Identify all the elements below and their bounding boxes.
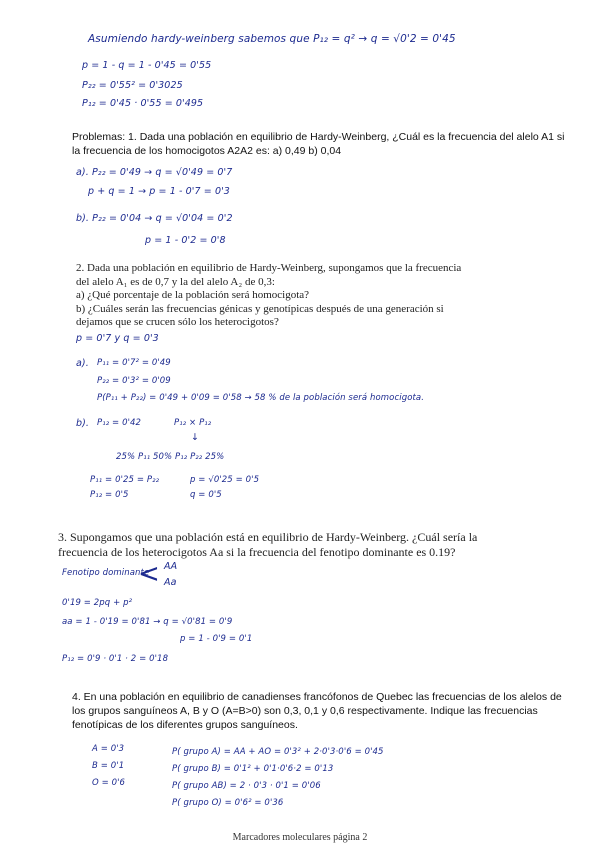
- problem-4-line-3: fenotípicas de los diferentes grupos sanguíneos.: [72, 719, 298, 731]
- problem-2-b-cross: P₁₂ × P₁₂: [174, 418, 212, 428]
- problem-3-statement: [58, 530, 477, 560]
- page-footer: Marcadores moleculares página 2: [232, 832, 368, 843]
- problem-4-allele-B: B = 0'1: [92, 761, 125, 771]
- problem-3-line-1: 3. Supongamos que una población está en equilibrio de Hardy-Weinberg. ¿Cuál sería la: [58, 530, 478, 544]
- problem-1-a-line-2: p + q = 1 → p = 1 - 0'7 = 0'3: [88, 186, 230, 197]
- problem-2-line-1: 2. Dada una población en equilibrio de Hardy-Weinberg, supongamos que la frecuencia: [76, 262, 462, 274]
- problem-3-fenotipo: Fenotipo dominante: [62, 568, 150, 578]
- problem-2-b-right-1: p = √0'25 = 0'5: [190, 475, 260, 485]
- problem-2-b-left-1: P₁₁ = 0'25 = P₂₂: [90, 475, 160, 485]
- problem-2-given: p = 0'7 y q = 0'3: [76, 333, 159, 344]
- problem-2-a-line-3: P(P₁₁ + P₂₂) = 0'49 + 0'09 = 0'58 → 58 % de la población será homocigota.: [97, 393, 425, 403]
- problem-2-a-label: a).: [76, 358, 89, 369]
- problem-2-a-line-1: P₁₁ = 0'7² = 0'49: [97, 358, 171, 368]
- problem-2-a-line-2: P₂₂ = 0'3² = 0'09: [97, 376, 171, 386]
- problem-4-statement: [72, 690, 562, 732]
- problem-2-line-2: del alelo A₁ es de 0,7 y la del alelo A₂ de 0,3:: [76, 275, 275, 288]
- problem-2-b-right-2: q = 0'5: [190, 490, 222, 500]
- problem-2-line-3: a) ¿Qué porcentaje de la población será homocigota?: [76, 289, 310, 301]
- problem-1-b-line-1: b). P₂₂ = 0'04 → q = √0'04 = 0'2: [76, 213, 233, 224]
- problem-3-line-2: frecuencia de los heterocigotos Aa si la frecuencia del fenotipo dominante es 0.19?: [58, 545, 456, 559]
- intro-heading: Asumiendo hardy-weinberg sabemos que P₁₂ = q² → q = √0'2 = 0'45: [88, 33, 456, 45]
- problem-3-line-c: p = 1 - 0'9 = 0'1: [180, 634, 253, 644]
- problem-2-line-5: dejamos que se crucen sólo los heterocigotos?: [76, 316, 279, 328]
- problem-4-line-1: 4. En una población en equilibrio de canadienses francófonos de Quebec las frecuencias de los alelos de: [72, 691, 562, 703]
- problem-1-a-line-1: a). P₂₂ = 0'49 → q = √0'49 = 0'7: [76, 167, 233, 178]
- problem-2-statement: [76, 262, 461, 330]
- problem-1-statement: [72, 130, 564, 158]
- problem-1-line-2: la frecuencia de los homocigotos A2A2 es: a) 0,49 b) 0,04: [72, 145, 342, 157]
- problem-4-allele-O: O = 0'6: [92, 778, 126, 788]
- problem-1-line-1: Problemas: 1. Dada una población en equilibrio de Hardy-Weinberg, ¿Cuál es la frecuencia del alelo A1 si: [72, 131, 565, 143]
- problem-4-result-O: P( grupo O) = 0'6² = 0'36: [172, 798, 284, 808]
- bracket-icon: <: [138, 559, 160, 589]
- problem-2-b-left-2: P₁₂ = 0'5: [90, 490, 129, 500]
- problem-4-allele-A: A = 0'3: [92, 744, 125, 754]
- intro-line-2: P₂₂ = 0'55² = 0'3025: [82, 80, 183, 91]
- problem-2-b-line-1: P₁₂ = 0'42: [97, 418, 142, 428]
- intro-line-1: p = 1 - q = 1 - 0'45 = 0'55: [82, 60, 212, 71]
- problem-3-line-d: P₁₂ = 0'9 · 0'1 · 2 = 0'18: [62, 654, 169, 664]
- problem-4-result-A: P( grupo A) = AA + AO = 0'3² + 2·0'3·0'6 = 0'45: [172, 747, 384, 757]
- problem-2-b-arrow: ↓: [191, 432, 200, 443]
- intro-line-3: P₁₂ = 0'45 · 0'55 = 0'495: [82, 98, 204, 109]
- problem-3-Aa: Aa: [164, 577, 177, 588]
- problem-4-result-AB: P( grupo AB) = 2 · 0'3 · 0'1 = 0'06: [172, 781, 321, 791]
- problem-3-line-b: aa = 1 - 0'19 = 0'81 → q = √0'81 = 0'9: [62, 617, 233, 627]
- problem-2-b-label: b).: [76, 418, 90, 429]
- problem-2-line-4: b) ¿Cuáles serán las frecuencias génicas y genotípicas después de una generación si: [76, 302, 444, 315]
- problem-3-AA: AA: [164, 561, 178, 572]
- problem-3-line-a: 0'19 = 2pq + p²: [62, 598, 133, 608]
- problem-2-b-ratio: 25% P₁₁ 50% P₁₂ P₂₂ 25%: [116, 452, 225, 462]
- problem-1-b-line-2: p = 1 - 0'2 = 0'8: [145, 235, 226, 246]
- problem-4-line-2: los grupos sanguíneos A, B y O (A=B>0) son 0,3, 0,1 y 0,6 respectivamente. Indique las frecuencias: [72, 705, 538, 717]
- problem-4-result-B: P( grupo B) = 0'1² + 0'1·0'6·2 = 0'13: [172, 764, 334, 774]
